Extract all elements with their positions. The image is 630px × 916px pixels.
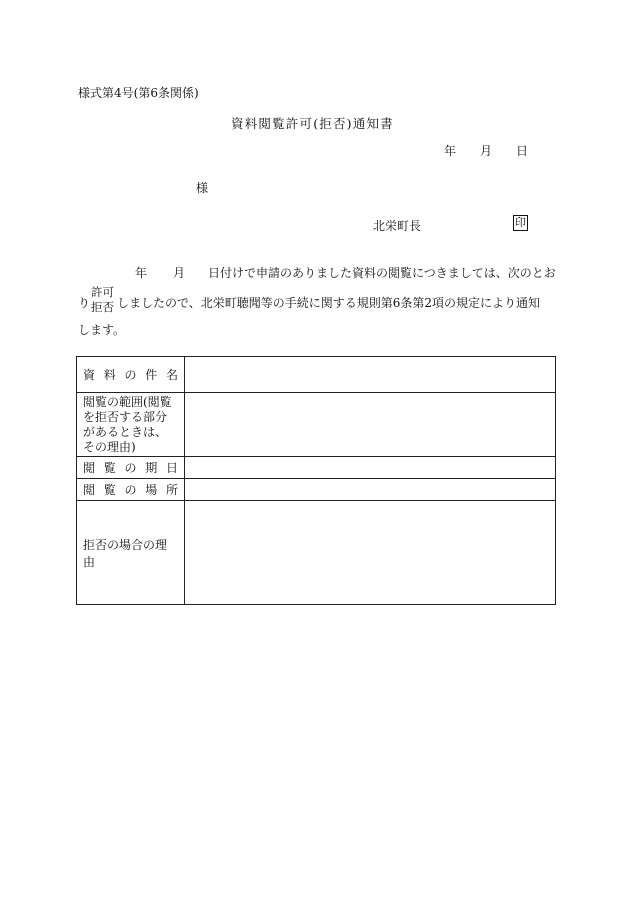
label-char: 覧 <box>103 483 116 497</box>
row-label-viewing-scope: 閲覧の範囲(閲覧を拒否する部分があるときは、その理由) <box>77 393 185 457</box>
form-number: 様式第4号(第6条関係) <box>78 86 199 100</box>
row-value-document-name[interactable] <box>185 357 556 393</box>
document-title: 資料閲覧許可(拒否)通知書 <box>231 116 394 131</box>
label-char: 名 <box>165 368 178 382</box>
table-row <box>77 479 556 501</box>
document-info-table <box>76 356 556 605</box>
seal-mark: 印 <box>515 216 526 229</box>
table-row <box>77 393 556 457</box>
label-char: の <box>124 368 137 382</box>
body-year-label: 年 <box>135 266 148 280</box>
body-line-1-text: 日付けで申請のありました資料の閲覧につきましては、次のとお <box>208 266 556 280</box>
body-line-2-text: しましたので、北栄町聴聞等の手続に関する規則第6条第2項の規定により通知 <box>117 296 541 310</box>
body-line-3: します。 <box>78 323 126 337</box>
label-char: 件 <box>145 368 158 382</box>
date-month-label: 月 <box>480 144 493 158</box>
date-year-label: 年 <box>444 144 457 158</box>
label-char: 日 <box>165 461 178 475</box>
date-day-label: 日 <box>516 144 529 158</box>
row-label-viewing-date <box>77 457 185 479</box>
addressee-honorific: 様 <box>196 181 209 195</box>
row-label-refusal-reason: 拒否の場合の理由 <box>77 501 185 605</box>
label-char: 閲 <box>83 483 96 497</box>
row-label-document-name <box>77 357 185 393</box>
body-line-2-ri: り <box>78 296 91 310</box>
label-char: 所 <box>165 483 178 497</box>
label-char: 期 <box>145 461 158 475</box>
label-char: の <box>124 483 137 497</box>
label-char: 資 <box>83 368 96 382</box>
label-char: 料 <box>103 368 116 382</box>
row-value-viewing-date[interactable] <box>185 457 556 479</box>
row-label-viewing-place <box>77 479 185 501</box>
table-row <box>77 357 556 393</box>
body-month-label: 月 <box>173 266 186 280</box>
label-char: 場 <box>145 483 158 497</box>
issuer-name: 北栄町長 <box>373 219 422 233</box>
row-value-viewing-scope[interactable] <box>185 393 556 457</box>
table-row <box>77 501 556 605</box>
label-char: の <box>124 461 137 475</box>
row-value-refusal-reason[interactable] <box>185 501 556 605</box>
label-char: 覧 <box>103 461 116 475</box>
label-char: 閲 <box>83 461 96 475</box>
permit-option: 許可 <box>91 285 114 299</box>
row-value-viewing-place[interactable] <box>185 479 556 501</box>
refuse-option: 拒否 <box>91 300 114 314</box>
date-line <box>444 142 528 159</box>
permit-refuse-choice <box>91 285 114 315</box>
table-row <box>77 457 556 479</box>
